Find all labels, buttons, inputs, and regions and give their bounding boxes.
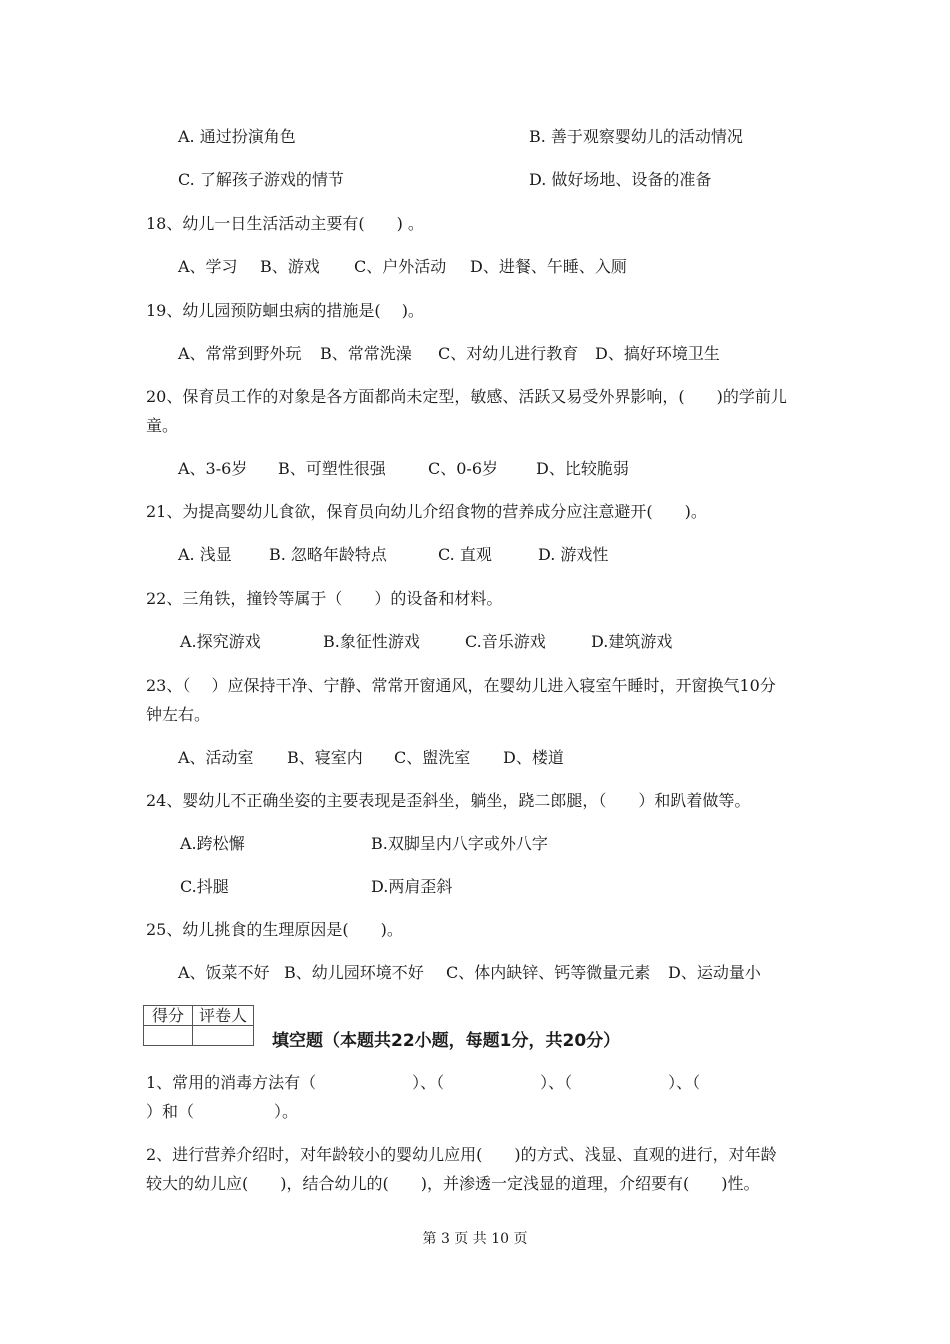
page-footer: 第 3 页 共 10 页 — [422, 1231, 528, 1247]
q23-option-b: B、寝室内 — [287, 748, 363, 767]
section-title: 填空题（本题共22小题，每题1分，共20分） — [272, 1031, 621, 1051]
q23-option-d: D、楼道 — [503, 748, 564, 767]
grader-header: 评卷人 — [193, 1006, 254, 1026]
q25-option-a: A、饭菜不好 — [178, 963, 270, 982]
q22-option-c: C.音乐游戏 — [465, 632, 546, 651]
q18-option-c: C、户外活动 — [354, 257, 447, 276]
q22-option-d: D.建筑游戏 — [591, 632, 673, 651]
score-cell — [144, 1026, 193, 1046]
q23-option-c: C、盥洗室 — [394, 748, 471, 767]
fill2-line2: 较大的幼儿应( )，结合幼儿的( )，并渗透一定浅显的道理，介绍要有( )性。 — [146, 1174, 760, 1193]
q19-option-a: A、常常到野外玩 — [178, 344, 302, 363]
q20-stem-line2: 童。 — [146, 416, 179, 435]
q24-option-b: B.双脚呈内八字或外八字 — [371, 834, 548, 853]
q21-option-b: B. 忽略年龄特点 — [269, 545, 387, 564]
q20-option-b: B、可塑性很强 — [278, 459, 386, 478]
q18-option-a: A、学习 — [178, 257, 238, 276]
q21-option-c: C. 直观 — [438, 545, 492, 564]
q18-option-d: D、进餐、午睡、入厕 — [470, 257, 627, 276]
q24-option-d: D.两肩歪斜 — [371, 877, 453, 896]
q23-stem-line2: 钟左右。 — [146, 705, 211, 724]
q22-option-b: B.象征性游戏 — [323, 632, 420, 651]
score-table — [143, 1005, 254, 1046]
q21-option-d: D. 游戏性 — [538, 545, 609, 564]
q19-option-d: D、搞好环境卫生 — [595, 344, 720, 363]
q17-option-b: B. 善于观察婴幼儿的活动情况 — [529, 127, 743, 146]
q21-option-a: A. 浅显 — [178, 545, 232, 564]
q21-stem: 21、为提高婴幼儿食欲，保育员向幼儿介绍食物的营养成分应注意避开( )。 — [146, 502, 707, 521]
q25-option-b: B、幼儿园环境不好 — [284, 963, 424, 982]
q23-option-a: A、活动室 — [178, 748, 254, 767]
q25-option-d: D、运动量小 — [668, 963, 761, 982]
q24-option-a: A.跨松懈 — [180, 834, 245, 853]
q19-option-b: B、常常洗澡 — [320, 344, 412, 363]
q17-option-a: A. 通过扮演角色 — [178, 127, 296, 146]
q19-option-c: C、对幼儿进行教育 — [438, 344, 579, 363]
q20-option-c: C、0-6岁 — [428, 459, 499, 478]
score-header: 得分 — [144, 1006, 193, 1026]
q23-stem-line1: 23、（ ）应保持干净、宁静、常常开窗通风，在婴幼儿进入寝室午睡时，开窗换气10分 — [146, 676, 776, 695]
q24-option-c: C.抖腿 — [180, 877, 229, 896]
q20-option-d: D、比较脆弱 — [536, 459, 629, 478]
grader-cell — [193, 1026, 254, 1046]
q24-stem: 24、婴幼儿不正确坐姿的主要表现是歪斜坐，躺坐，跷二郎腿，（ ）和趴着做等。 — [146, 791, 751, 810]
q17-option-c: C. 了解孩子游戏的情节 — [178, 170, 344, 189]
fill1-line2: ）和（ ）。 — [146, 1102, 299, 1121]
fill2-line1: 2、进行营养介绍时，对年龄较小的婴幼儿应用( )的方式、浅显、直观的进行，对年龄 — [146, 1145, 777, 1164]
fill1-line1: 1、常用的消毒方法有（ ）、（ ）、（ ）、（ — [146, 1073, 701, 1092]
q22-option-a: A.探究游戏 — [180, 632, 261, 651]
q20-option-a: A、3-6岁 — [178, 459, 248, 478]
q22-stem: 22、三角铁，撞铃等属于（ ）的设备和材料。 — [146, 589, 503, 608]
q18-option-b: B、游戏 — [260, 257, 320, 276]
q19-stem: 19、幼儿园预防蛔虫病的措施是( )。 — [146, 301, 424, 320]
q25-stem: 25、幼儿挑食的生理原因是( )。 — [146, 920, 403, 939]
q18-stem: 18、幼儿一日生活活动主要有( ) 。 — [146, 214, 424, 233]
q17-option-d: D. 做好场地、设备的准备 — [529, 170, 712, 189]
q25-option-c: C、体内缺锌、钙等微量元素 — [446, 963, 651, 982]
q20-stem-line1: 20、保育员工作的对象是各方面都尚未定型，敏感、活跃又易受外界影响，( )的学前儿 — [146, 387, 787, 406]
